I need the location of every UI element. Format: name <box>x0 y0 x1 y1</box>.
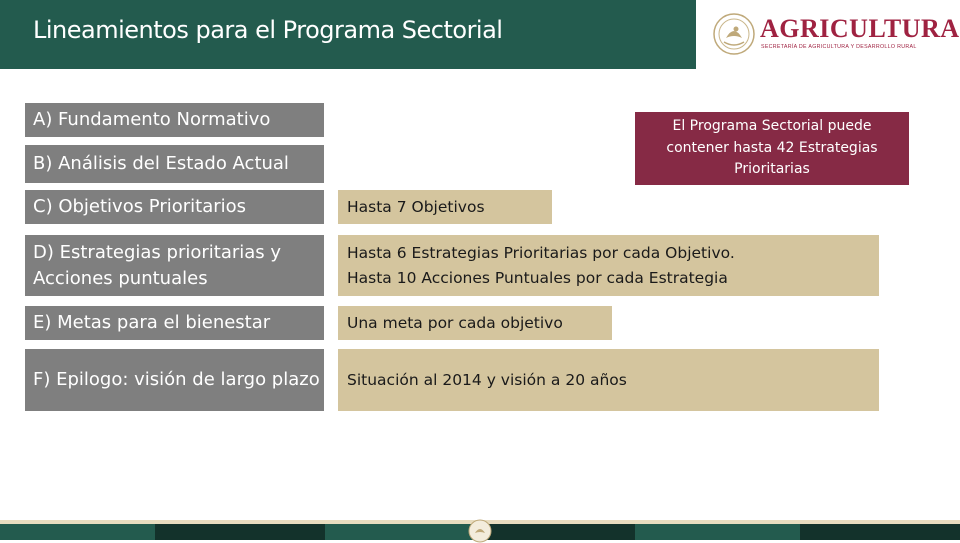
coat-of-arms-icon <box>712 12 756 56</box>
row-value-d-line-1: Hasta 6 Estrategias Prioritarias por cada Objetivo. <box>347 244 735 263</box>
logo-wordmark: AGRICULTURA <box>760 14 960 43</box>
row-value-d <box>338 235 879 296</box>
row-label-c: C) Objetivos Prioritarios <box>25 190 324 224</box>
row-value-c: Hasta 7 Objetivos <box>338 190 552 224</box>
page-title: Lineamientos para el Programa Sectorial <box>33 16 503 44</box>
header-bar <box>0 0 696 69</box>
agricultura-logo <box>712 12 960 56</box>
strategies-note: El Programa Sectorial puede contener hasta 42 Estrategias Prioritarias <box>635 112 909 185</box>
row-label-e: E) Metas para el bienestar <box>25 306 324 340</box>
row-value-d-line-2: Hasta 10 Acciones Puntuales por cada Estrategia <box>347 268 728 287</box>
row-value-e: Una meta por cada objetivo <box>338 306 612 340</box>
row-label-a: A) Fundamento Normativo <box>25 103 324 137</box>
footer-seal-icon <box>468 519 492 543</box>
row-label-f: F) Epilogo: visión de largo plazo <box>25 349 324 411</box>
row-value-f: Situación al 2014 y visión a 20 años <box>338 349 879 411</box>
logo-subtitle: SECRETARÍA DE AGRICULTURA Y DESARROLLO RURAL <box>761 44 917 50</box>
row-label-b: B) Análisis del Estado Actual <box>25 145 324 183</box>
row-label-d: D) Estrategias prioritarias y Acciones puntuales <box>25 235 324 296</box>
